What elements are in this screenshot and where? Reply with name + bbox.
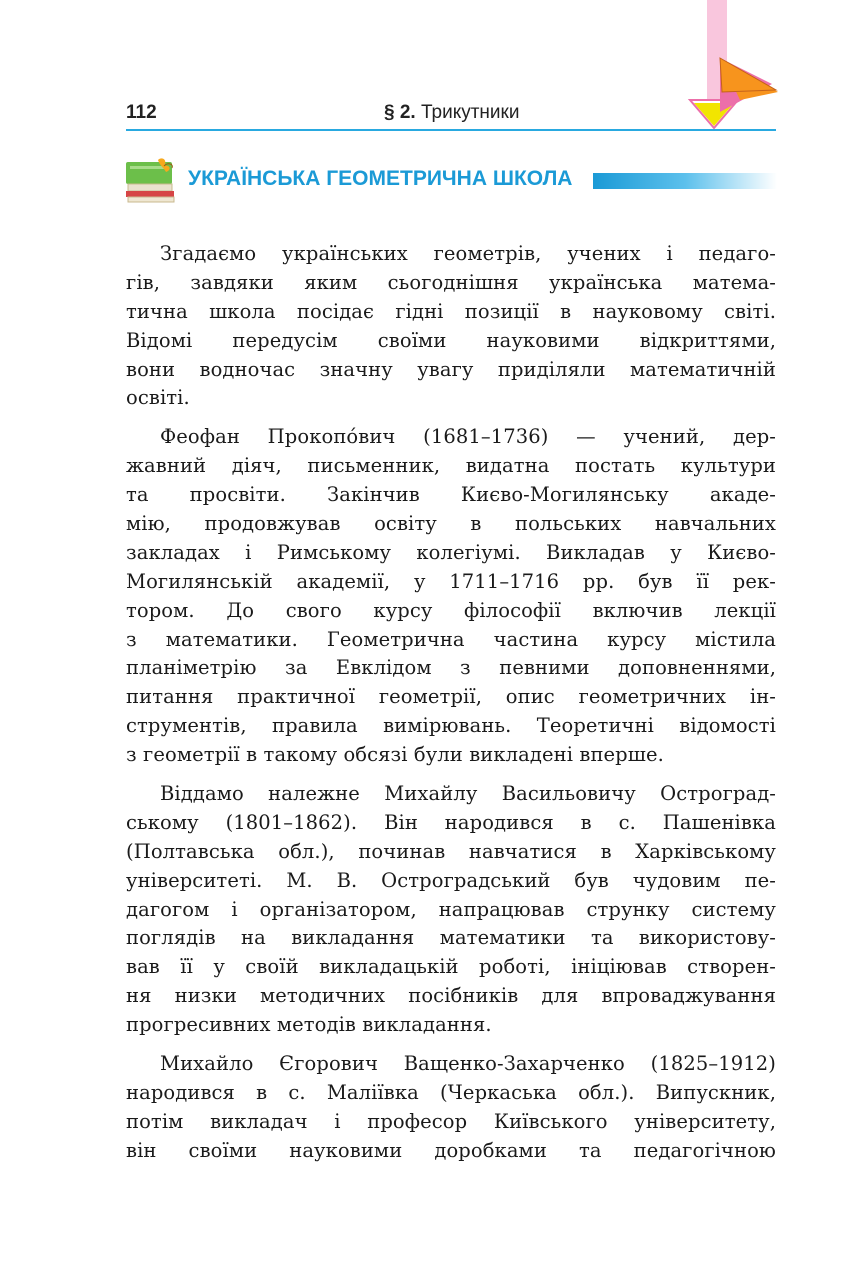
text-line: тична школа посідає гідні позиції в науковому світі. bbox=[126, 299, 776, 323]
text-line: з геометрії в такому обсязі були викладені вперше. bbox=[126, 743, 664, 767]
text-line: Могилянській академії, у 1711–1716 рр. був її рек- bbox=[126, 569, 776, 593]
books-icon bbox=[124, 158, 182, 204]
text-line: вони водночас значну увагу приділяли математичній bbox=[126, 357, 776, 381]
paragraph-3 bbox=[126, 780, 776, 1040]
text-line: Феофан Прокопо́вич (1681–1736) — учений, дер- bbox=[160, 425, 776, 449]
text-line: Михайло Єгорович Ващенко-Захарченко (1825–1912) bbox=[160, 1052, 776, 1076]
text-line: Згадаємо українських геометрів, учених і педаго- bbox=[160, 242, 776, 265]
text-line: ському (1801–1862). Він народився в с. Пашенівка bbox=[126, 810, 776, 834]
paragraph-1 bbox=[126, 240, 776, 413]
text-line: Відомі передусім своїми науковими відкриттями, bbox=[126, 328, 776, 352]
text-line: освіті. bbox=[126, 386, 190, 410]
text-line: жавний діяч, письменник, видатна постать культури bbox=[126, 454, 776, 478]
text-line: Віддамо належне Михайлу Васильовичу Остроград- bbox=[160, 782, 776, 806]
text-line: поглядів на викладання математики та використову- bbox=[126, 926, 776, 950]
paragraph-4 bbox=[126, 1050, 776, 1166]
text-line: гів, завдяки яким сьогоднішня українська матема- bbox=[126, 270, 776, 294]
title-bar bbox=[593, 173, 777, 189]
text-line: закладах і Римському колегіумі. Викладав у Києво- bbox=[126, 540, 776, 564]
text-line: потім викладач і професор Київського університету, bbox=[126, 1109, 776, 1133]
text-line: університеті. М. В. Остроградський був чудовим пе- bbox=[126, 868, 776, 892]
page-header bbox=[126, 100, 776, 130]
text-line: планіметрію за Евклідом з певними доповненнями, bbox=[126, 656, 776, 680]
text-line: струментів, правила вимірювань. Теоретичні відомості bbox=[126, 714, 776, 738]
text-line: дагогом і організатором, напрацював струнку систему bbox=[126, 897, 776, 921]
section-name: Трикутники bbox=[420, 102, 520, 123]
text-line: прогресивних методів викладання. bbox=[126, 1013, 492, 1037]
text-line: мію, продовжував освіту в польських навчальних bbox=[126, 512, 776, 536]
page-number: 112 bbox=[126, 102, 157, 123]
paragraph-2 bbox=[126, 423, 776, 770]
section-sign: § 2. bbox=[384, 102, 416, 123]
text-line: та просвіти. Закінчив Києво-Могилянську акаде- bbox=[126, 483, 776, 507]
text-line: (Полтавська обл.), починав навчатися в Харківському bbox=[126, 839, 776, 863]
text-line: питання практичної геометрії, опис геометричних ін- bbox=[126, 685, 776, 709]
text-line: з математики. Геометрична частина курсу містила bbox=[126, 627, 776, 651]
text-line: народився в с. Маліївка (Черкаська обл.). Випускник, bbox=[126, 1080, 776, 1104]
section-heading bbox=[124, 158, 784, 204]
text-line: ня низки методичних посібників для впроваджування bbox=[126, 984, 776, 1008]
section-title: УКРАЇНСЬКА ГЕОМЕТРИЧНА ШКОЛА bbox=[188, 167, 573, 190]
article-body bbox=[126, 240, 776, 1176]
text-line: він своїми науковими доробками та педагогічною bbox=[126, 1138, 776, 1162]
text-line: тором. До свого курсу філософії включив лекції bbox=[126, 598, 776, 622]
header-rule bbox=[126, 129, 776, 131]
text-line: вав її у своїй викладацькій роботі, ініціював створен- bbox=[126, 955, 776, 979]
running-title bbox=[384, 102, 519, 124]
